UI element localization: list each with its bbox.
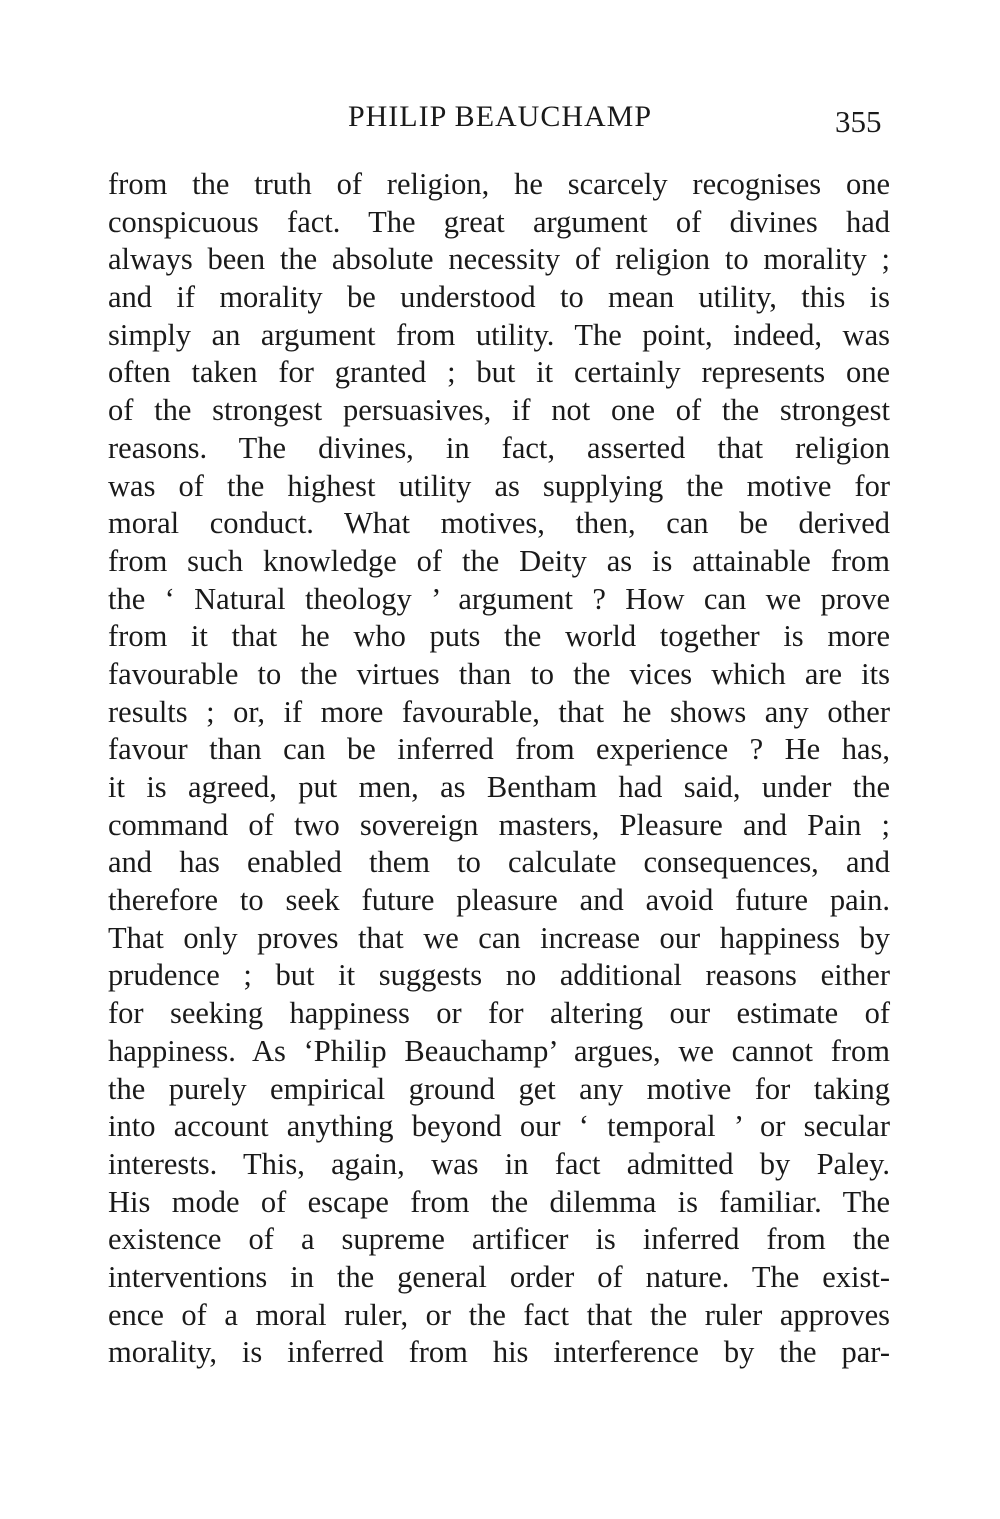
text-line: That only proves that we can increase our happiness by [108,920,890,955]
text-line: of the strongest persuasives, if not one of the strongest [108,393,890,428]
text-line: prudence ; but it suggests no additional reasons either [108,958,890,993]
text-line: was of the highest utility as supplying the motive for [108,468,890,503]
text-line: results ; or, if more favourable, that he shows any other [108,694,890,729]
body-text [108,166,890,1372]
text-line: often taken for granted ; but it certainly represents one [108,355,890,390]
text-line: favour than can be inferred from experience ? He has, [108,732,890,767]
text-line: existence of a supreme artificer is inferred from the [108,1222,890,1257]
text-line: therefore to seek future pleasure and avoid future pain. [108,883,890,918]
text-line: the ‘ Natural theology ’ argument ? How can we prove [108,581,890,616]
running-title: PHILIP BEAUCHAMP [347,100,653,133]
text-line: morality, is inferred from his interference by the par- [108,1335,890,1370]
text-line: conspicuous fact. The great argument of divines had [108,204,890,239]
text-line: from the truth of religion, he scarcely recognises one [108,167,890,201]
text-line: happiness. As ‘Philip Beauchamp’ argues, we cannot from [108,1033,890,1068]
text-line: favourable to the virtues than to the vices which are its [108,656,890,691]
text-line: it is agreed, put men, as Bentham had said, under the [108,770,890,804]
page-number: 355 [835,104,882,139]
text-line: and has enabled them to calculate consequences, and [108,845,890,880]
text-line: interests. This, again, was in fact admitted by Paley. [108,1146,890,1181]
text-line: always been the absolute necessity of religion to morality ; [108,242,890,277]
text-line: reasons. The divines, in fact, asserted that religion [108,430,890,465]
text-line: for seeking happiness or for altering our estimate of [108,996,890,1031]
text-line: from such knowledge of the Deity as is attainable from [108,543,890,578]
text-line: into account anything beyond our ‘ temporal ’ or secular [108,1109,890,1144]
text-line: simply an argument from utility. The point, indeed, was [108,317,890,352]
text-line: interventions in the general order of nature. The exist- [108,1259,890,1294]
text-line: and if morality be understood to mean utility, this is [108,280,890,315]
text-line: ence of a moral ruler, or the fact that the ruler approves [108,1297,890,1332]
text-line: from it that he who puts the world together is more [108,619,890,654]
text-line: moral conduct. What motives, then, can be derived [108,506,890,541]
text-line: command of two sovereign masters, Pleasure and Pain ; [108,807,890,842]
text-line: the purely empirical ground get any motive for taking [108,1071,890,1106]
text-line: His mode of escape from the dilemma is familiar. The [108,1184,890,1219]
